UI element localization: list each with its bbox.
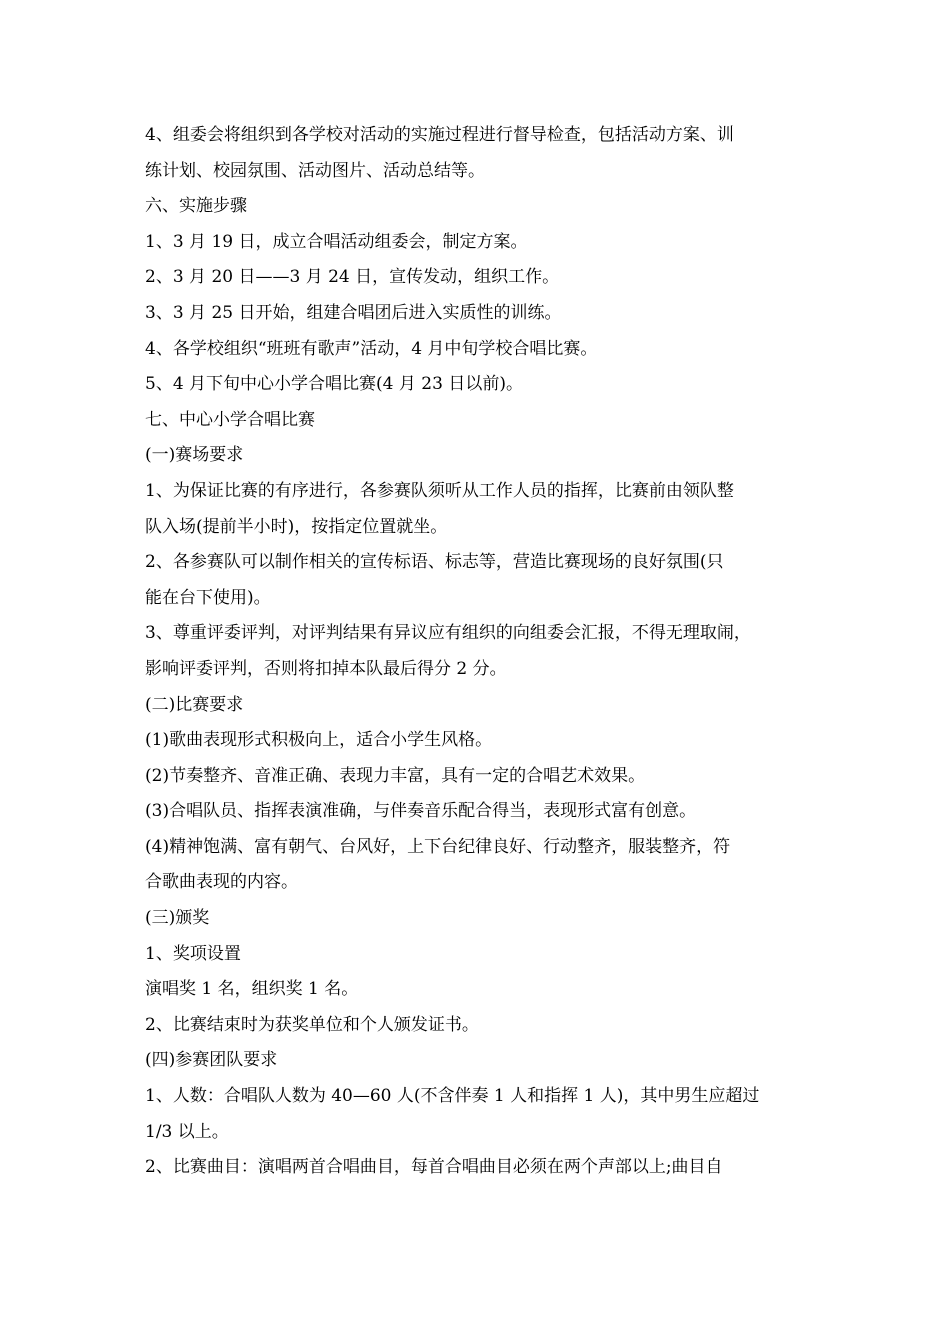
paragraph-line: 影响评委评判，否则将扣掉本队最后得分 2 分。	[145, 658, 507, 679]
paragraph-line: 1、为保证比赛的有序进行，各参赛队须听从工作人员的指挥，比赛前由领队整	[145, 480, 734, 501]
paragraph-line: 3、3 月 25 日开始，组建合唱团后进入实质性的训练。	[145, 302, 562, 323]
paragraph-line: 能在台下使用)。	[145, 587, 271, 608]
paragraph-line: 2、3 月 20 日——3 月 24 日，宣传发动，组织工作。	[145, 267, 560, 288]
paragraph-line: (4)精神饱满、富有朝气、台风好，上下台纪律良好、行动整齐，服装整齐，符	[145, 836, 731, 857]
paragraph-line: (2)节奏整齐、音准正确、表现力丰富，具有一定的合唱艺术效果。	[145, 765, 646, 786]
paragraph-line: 1、3 月 19 日，成立合唱活动组委会，制定方案。	[145, 231, 528, 252]
section-heading: 七、中心小学合唱比赛	[145, 409, 315, 430]
paragraph-line: 1、人数：合唱队人数为 40—60 人(不含伴奏 1 人和指挥 1 人)，其中男生应超过	[145, 1086, 760, 1107]
paragraph-line: 3、尊重评委评判，对评判结果有异议应有组织的向组委会汇报，不得无理取闹，	[145, 623, 751, 644]
paragraph-line: 练计划、校园氛围、活动图片、活动总结等。	[145, 160, 485, 181]
subsection-heading: (三)颁奖	[145, 908, 210, 929]
document-body	[145, 118, 825, 1186]
paragraph-line: 队入场(提前半小时)，按指定位置就坐。	[145, 516, 448, 537]
paragraph-line: (3)合唱队员、指挥表演准确，与伴奏音乐配合得当，表现形式富有创意。	[145, 801, 697, 822]
paragraph-line: 2、比赛结束时为获奖单位和个人颁发证书。	[145, 1014, 479, 1035]
paragraph-line: 1、奖项设置	[145, 943, 241, 964]
paragraph-line: 演唱奖 1 名，组织奖 1 名。	[145, 979, 359, 1000]
section-heading: 六、实施步骤	[145, 196, 247, 217]
paragraph-line: 5、4 月下旬中心小学合唱比赛(4 月 23 日以前)。	[145, 374, 523, 395]
paragraph-line: 4、组委会将组织到各学校对活动的实施过程进行督导检查，包括活动方案、训	[145, 125, 734, 145]
paragraph-line: 2、各参赛队可以制作相关的宣传标语、标志等，营造比赛现场的良好氛围(只	[145, 552, 724, 573]
subsection-heading: (四)参赛团队要求	[145, 1050, 278, 1071]
paragraph-line: (1)歌曲表现形式积极向上，适合小学生风格。	[145, 730, 493, 751]
paragraph-line: 合歌曲表现的内容。	[145, 872, 298, 893]
paragraph-line: 4、各学校组织“班班有歌声”活动，4 月中旬学校合唱比赛。	[145, 338, 598, 359]
subsection-heading: (一)赛场要求	[145, 445, 244, 466]
subsection-heading: (二)比赛要求	[145, 694, 244, 715]
paragraph-line: 1/3 以上。	[145, 1121, 229, 1142]
paragraph-line: 2、比赛曲目：演唱两首合唱曲目，每首合唱曲目必须在两个声部以上;曲目自	[145, 1157, 723, 1178]
